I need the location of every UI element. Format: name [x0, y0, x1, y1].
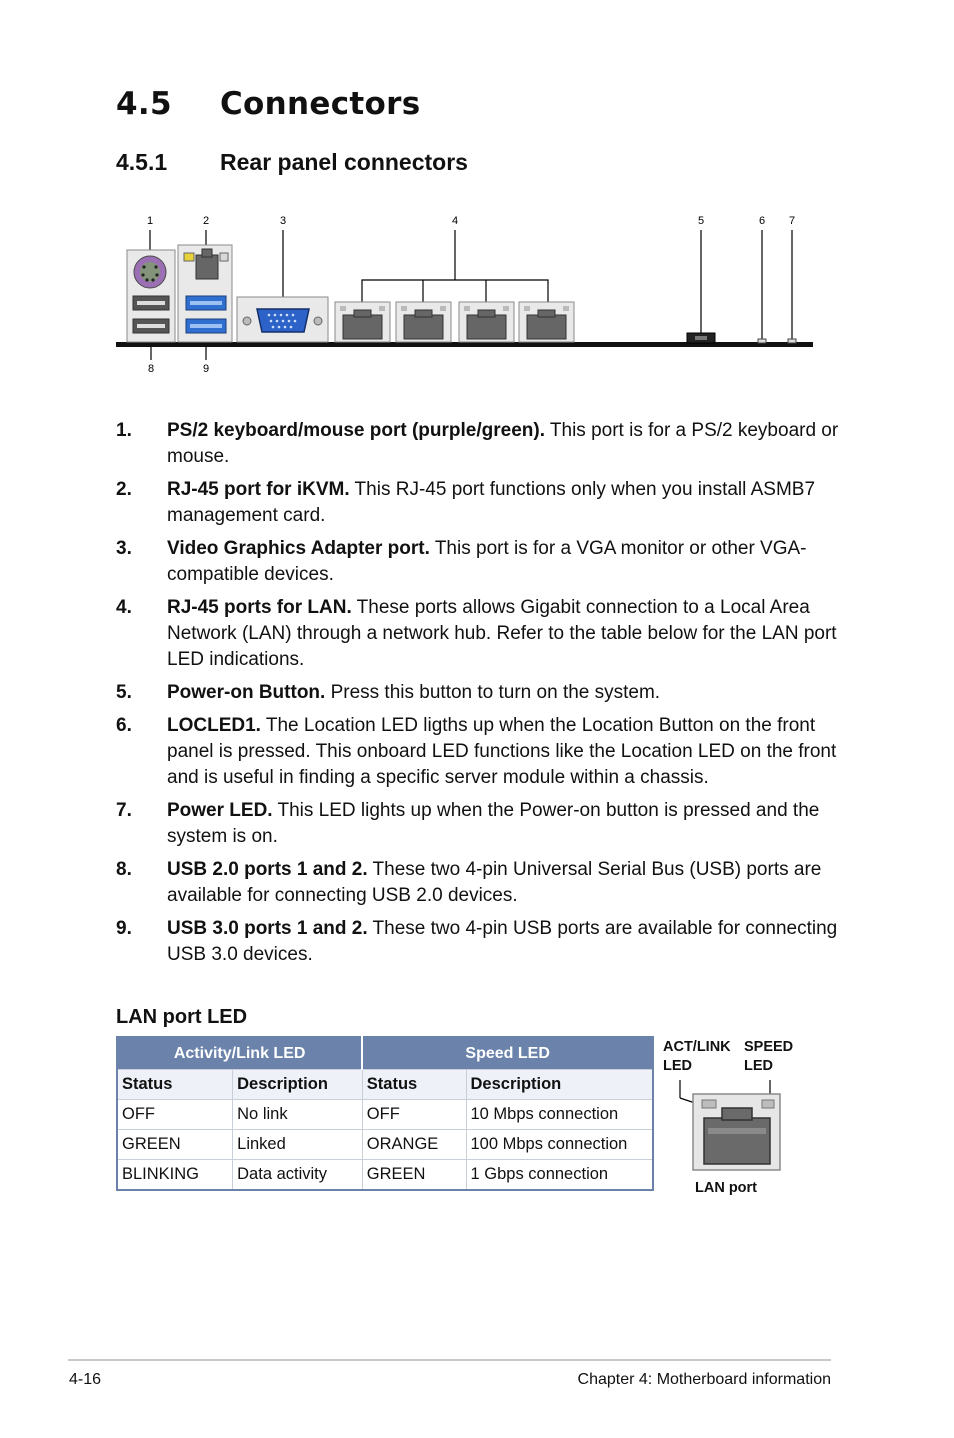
lan-led-table — [116, 1036, 654, 1191]
vga-port — [237, 297, 328, 342]
page-number: 4-16 — [69, 1371, 102, 1388]
connector-list — [116, 418, 842, 975]
locled-indicator — [758, 339, 766, 343]
column-header: Description — [233, 1070, 363, 1100]
section-number: 4.5 — [116, 86, 172, 122]
rear-panel-diagram — [116, 205, 816, 375]
lan-port-label: LAN port — [695, 1180, 758, 1196]
section-title: Connectors — [220, 86, 421, 122]
speed-header: Speed LED — [362, 1037, 653, 1070]
table-row: GREEN Linked ORANGE 100 Mbps connection — [117, 1130, 653, 1160]
act-link-led-label: ACT/LINK LED — [663, 1039, 731, 1074]
callout-8: 8 — [147, 363, 155, 375]
column-header: Description — [466, 1070, 653, 1100]
lan-led-heading: LAN port LED — [116, 1006, 248, 1028]
callout-7: 7 — [788, 215, 796, 227]
activity-link-header: Activity/Link LED — [117, 1037, 362, 1070]
lan-port-3 — [459, 302, 514, 342]
list-item: 3. Video Graphics Adapter port. This port is for a VGA monitor or other VGA-compatible devices. — [116, 538, 807, 585]
list-item: 5. Power-on Button. Press this button to turn on the system. — [116, 682, 661, 703]
power-led-indicator — [788, 339, 796, 343]
callout-9: 9 — [202, 363, 210, 375]
callout-3: 3 — [279, 215, 287, 227]
list-item: 8. USB 2.0 ports 1 and 2. These two 4-pin Universal Serial Bus (USB) ports are available for connecting USB 2.0 devices. — [116, 859, 822, 906]
lan-port-4 — [519, 302, 574, 342]
lan-ports — [335, 302, 574, 342]
lan-port-1 — [335, 302, 390, 342]
section-heading — [116, 86, 420, 122]
list-item: 7. Power LED. This LED lights up when the Power-on button is pressed and the system is on. — [116, 800, 820, 847]
act-link-led — [702, 1100, 716, 1108]
column-header: Status — [117, 1070, 233, 1100]
callout-2: 2 — [202, 215, 210, 227]
column-header: Status — [362, 1070, 466, 1100]
ikvm-usb3-stack — [178, 245, 232, 342]
ps2-usb2-stack — [127, 250, 175, 342]
subsection-number: 4.5.1 — [116, 149, 168, 175]
subsection-heading — [116, 149, 468, 176]
callout-4: 4 — [451, 215, 459, 227]
table-row: BLINKING Data activity GREEN 1 Gbps connection — [117, 1160, 653, 1191]
list-item: 1. PS/2 keyboard/mouse port (purple/green). This port is for a PS/2 keyboard or mouse. — [116, 420, 839, 467]
callout-1: 1 — [146, 215, 154, 227]
table-row: OFF No link OFF 10 Mbps connection — [117, 1100, 653, 1130]
list-item: 6. LOCLED1. The Location LED ligths up when the Location Button on the front panel is pressed. This onboard LED functions like the Location LED on the front and is useful in finding a specific server module within a chassis. — [116, 715, 837, 788]
subsection-title: Rear panel connectors — [220, 149, 468, 175]
callout-6: 6 — [758, 215, 766, 227]
callout-5: 5 — [697, 215, 705, 227]
speed-led-label: SPEED LED — [744, 1039, 794, 1074]
lan-port-2 — [396, 302, 451, 342]
ikvm-rj45-port — [196, 255, 218, 279]
lan-port-figure — [660, 1070, 790, 1174]
footer-divider — [68, 1359, 831, 1361]
list-item: 9. USB 3.0 ports 1 and 2. These two 4-pin USB ports are available for connecting USB 3.0 devices. — [116, 918, 838, 965]
list-item: 2. RJ-45 port for iKVM. This RJ-45 port functions only when you install ASMB7 management card. — [116, 479, 816, 526]
speed-led — [762, 1100, 774, 1108]
list-item: 4. RJ-45 ports for LAN. These ports allows Gigabit connection to a Local Area Network (LAN) through a network hub. Refer to the table below for the LAN port LED indications. — [116, 597, 837, 670]
chapter-title: Chapter 4: Motherboard information — [577, 1371, 831, 1388]
